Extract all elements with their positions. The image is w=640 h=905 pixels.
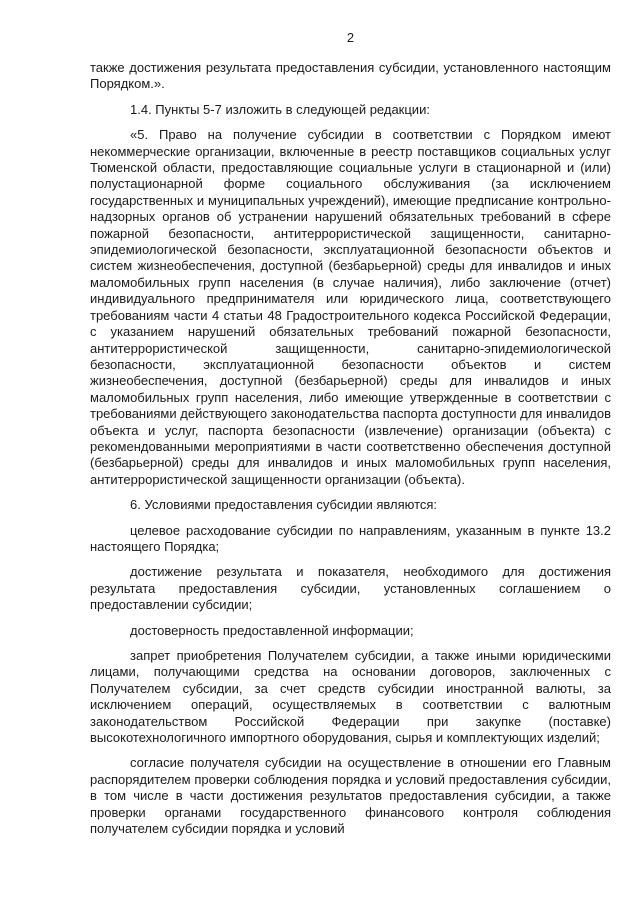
paragraph-condition-target-use: целевое расходование субсидии по направлениям, указанным в пункте 13.2 настоящего Порядка; bbox=[90, 522, 611, 554]
paragraph-condition-reliability: достоверность предоставленной информации; bbox=[130, 622, 414, 638]
paragraph-clause-5: «5. Право на получение субсидии в соответствии с Порядком имеют некоммерческие организации, включенные в реестр поставщиков социальных услуг Тюменской области, предоставляющие социальные услуги в стационарной и (или) полустационарной форме социального обслуживания (за исключением государственных и муниципальных учреждений), имеющие предписание контрольно-надзорных органов об устранении нарушений обязательных требований в сфере пожарной безопасности, антитеррористической защищенности, санитарно-эпидемиологической безопасности, эксплуатационной безопасности объектов и систем жизнеобеспечения, доступной (безбарьерной) среды для инвалидов и иных маломобильных групп населения (в случае наличия), либо заключение (отчет) индивидуального предпринимателя или юридического лица, соответствующего требованиям части 4 статьи 48 Градостроительного кодекса Российской Федерации, с указанием нарушений обязательных требований пожарной безопасности, антитеррористической защищенности, санитарно-эпидемиологической безопасности, эксплуатационной безопасности объектов и систем жизнеобеспечения, доступной (безбарьерной) среды для инвалидов и иных маломобильных групп населения, либо имеющие утвержденные в соответствии с требованиями действующего законодательства паспорта доступности для инвалидов объекта и услуг, паспорта безопасности (извлечение) организации (объекта) с рекомендованными мероприятиями в части соответственно обеспечения доступной (безбарьерной) среды для инвалидов и иных маломобильных групп населения, антитеррористической защищенности организации (объекта). bbox=[90, 127, 611, 487]
paragraph-clause-6-heading: 6. Условиями предоставления субсидии являются: bbox=[130, 497, 438, 513]
paragraph-amendment-heading: 1.4. Пункты 5-7 изложить в следующей редакции: bbox=[130, 101, 430, 117]
document-page bbox=[90, 30, 611, 846]
paragraph-condition-currency-ban: запрет приобретения Получателем субсидии, а также иными юридическими лицами, получающими средства на основании договоров, заключенных с Получателем субсидии, за счет средств субсидии иностранной валюты, за исключением операций, осуществляемых в соответствии с валютным законодательством Российской Федерации при закупке (поставке) высокотехнологичного импортного оборудования, сырья и комплектующих изделий; bbox=[90, 648, 611, 746]
paragraph-continuation: также достижения результата предоставления субсидии, установленного настоящим Порядком.». bbox=[90, 60, 611, 92]
paragraph-condition-result: достижение результата и показателя, необходимого для достижения результата предоставления субсидии, установленных соглашением о предоставлении субсидии; bbox=[90, 564, 611, 613]
page-number: 2 bbox=[346, 30, 355, 45]
paragraph-condition-audit-consent: согласие получателя субсидии на осуществление в отношении его Главным распорядителем проверки соблюдения порядка и условий предоставления субсидии, в том числе в части достижения результатов предоставления субсидии, а также проверки органами государственного финансового контроля соблюдения получателем субсидии порядка и условий bbox=[90, 755, 611, 837]
